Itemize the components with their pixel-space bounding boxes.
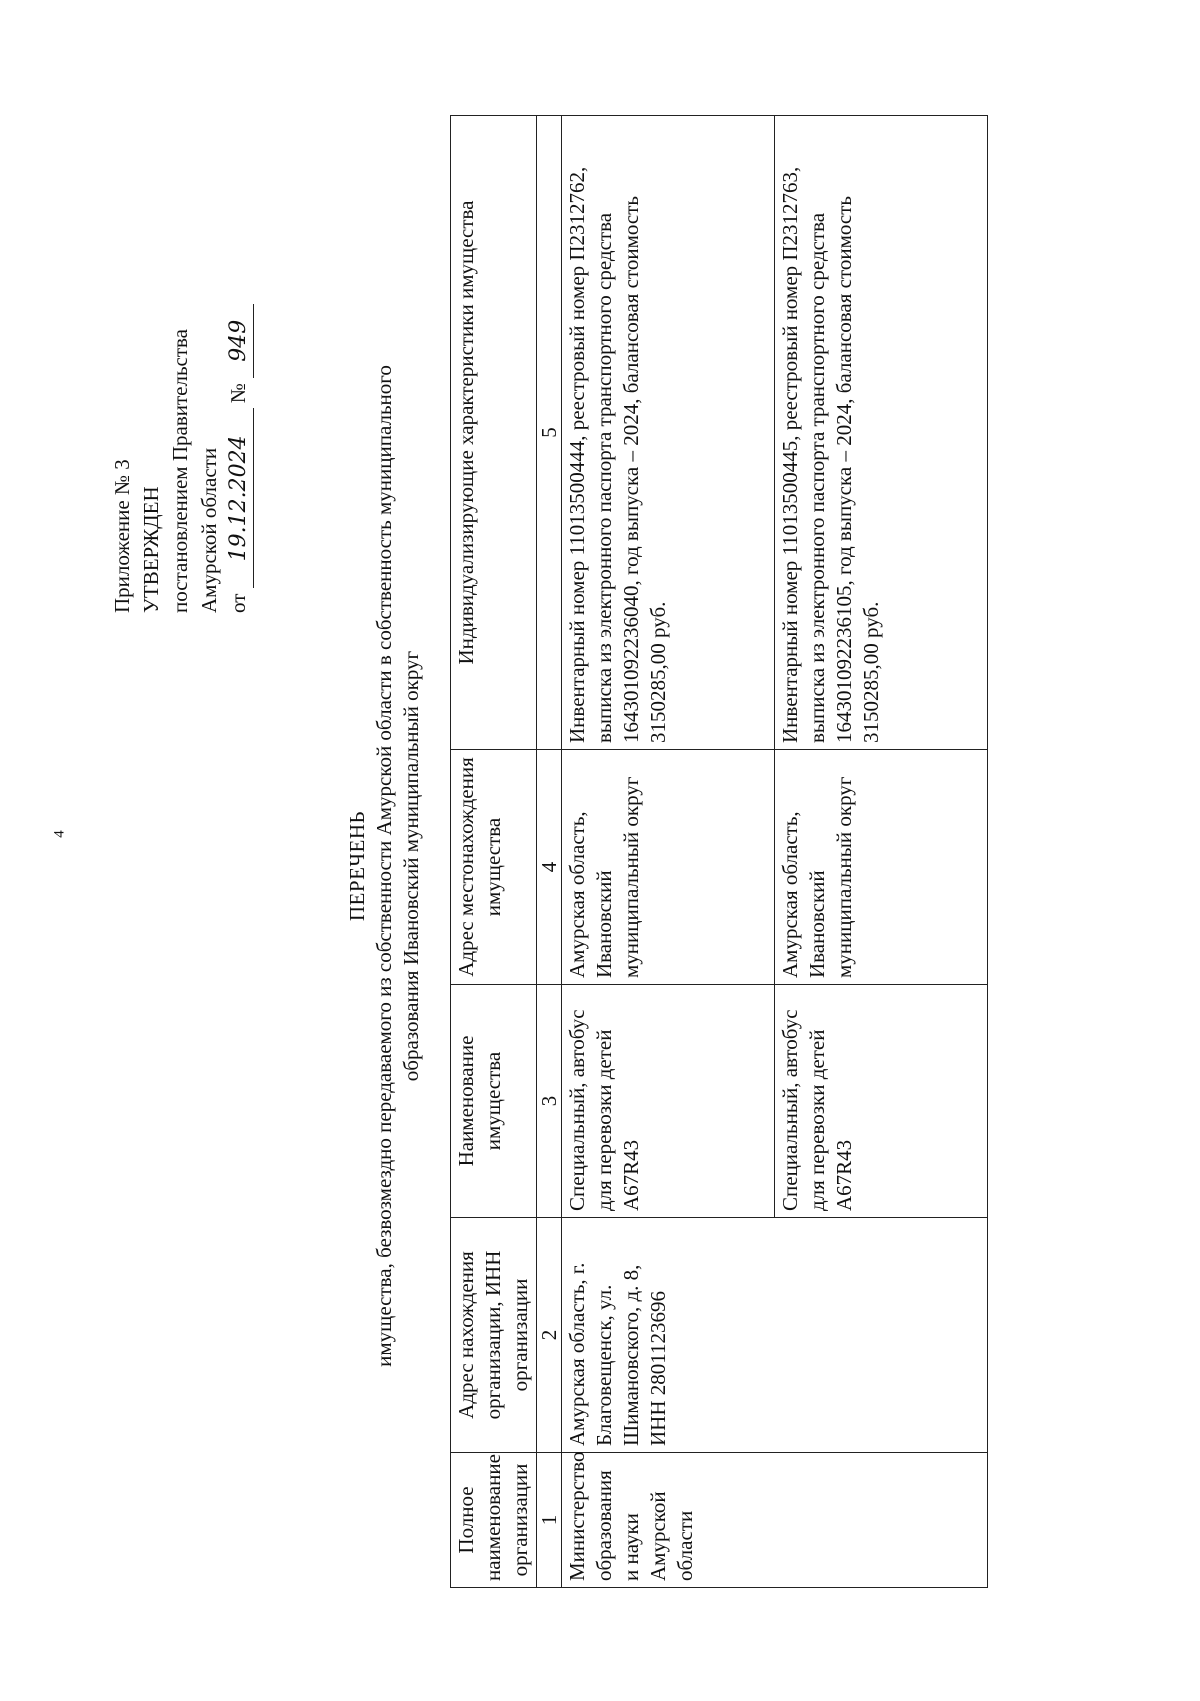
characteristics-cell: Инвентарный номер 11013500445, реестровый номер П2312763, выписка из электронного паспорта транспортного средства 164301092236105, год выпуска – 2024, балансовая стоимость 3150285,00 руб.: [775, 116, 988, 750]
property-address-cell: Амурская область, Ивановский муниципальный округ: [562, 750, 775, 985]
approval-block: [108, 304, 254, 613]
column-number-row: [537, 116, 562, 1588]
date-number-line: [224, 304, 254, 613]
characteristics-cell: Инвентарный номер 11013500444, реестровый номер П2312762, выписка из электронного паспорта транспортного средства 164301092236040, год выпуска – 2024, балансовая стоимость 3150285,00 руб.: [562, 116, 775, 750]
decree-label: постановлением Правительства: [168, 328, 192, 613]
number-sign: №: [226, 383, 250, 404]
column-number: 3: [537, 985, 562, 1218]
column-number: 2: [537, 1218, 562, 1453]
column-number: 1: [537, 1453, 562, 1588]
table-row: [562, 116, 775, 1588]
org-name-cell: Министерство образования и науки Амурской области: [562, 1453, 988, 1588]
org-address-cell: Амурская область, г. Благовещенск, ул. Шимановского, д. 8, ИНН 2801123696: [562, 1218, 988, 1453]
from-prefix: от: [226, 593, 250, 613]
column-number: 4: [537, 750, 562, 985]
region-label: Амурской области: [197, 447, 221, 613]
document-title: [344, 351, 425, 1381]
approved-label: УТВЕРЖДЕН: [139, 486, 163, 613]
title-heading: ПЕРЕЧЕНЬ: [345, 810, 369, 922]
header-org-address: Адрес нахождения организации, ИНН организации: [451, 1218, 537, 1453]
header-org-name: Полное наименование организации: [451, 1453, 537, 1588]
header-property-address: Адрес местонахождения имущества: [451, 750, 537, 985]
header-row: [451, 116, 537, 1588]
title-line-2: образования Ивановский муниципальный округ: [399, 650, 423, 1082]
page-number: 4: [51, 830, 68, 838]
property-address-cell: Амурская область, Ивановский муниципальный округ: [775, 750, 988, 985]
title-line-1: имущества, безвозмездно передаваемого из собственности Амурской области в собственность муниципального: [372, 365, 396, 1367]
property-name-cell: Специальный, автобус для перевозки детей A67R43: [775, 985, 988, 1218]
property-table: [450, 115, 988, 1588]
property-name-cell: Специальный, автобус для перевозки детей A67R43: [562, 985, 775, 1218]
handwritten-date: 19.12.2024: [224, 408, 254, 588]
handwritten-number: 949: [224, 304, 254, 378]
column-number: 5: [537, 116, 562, 750]
header-characteristics: Индивидуализирующие характеристики имущества: [451, 116, 537, 750]
document-sheet: [0, 61, 1120, 1701]
header-property-name: Наименование имущества: [451, 985, 537, 1218]
appendix-label: Приложение № 3: [110, 459, 134, 613]
